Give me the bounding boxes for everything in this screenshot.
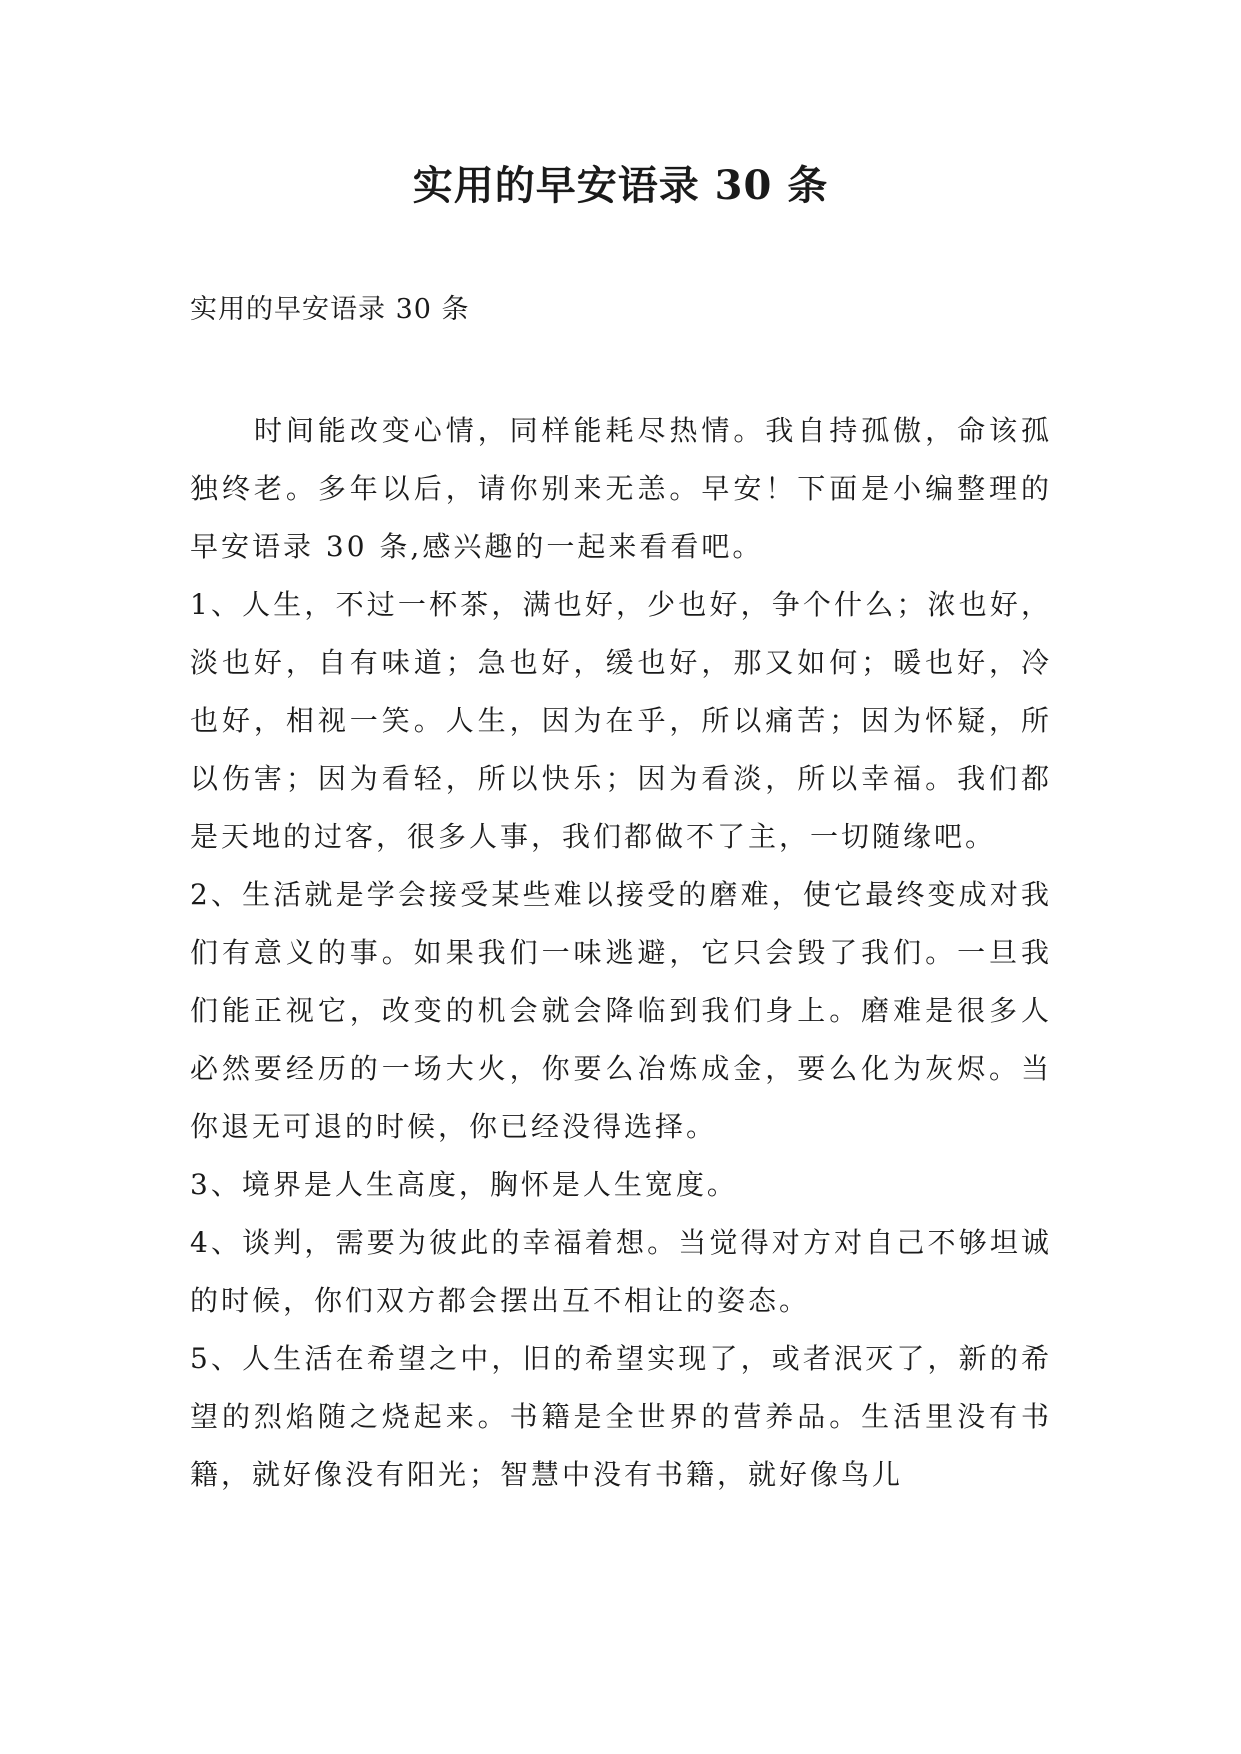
list-item: 4、谈判，需要为彼此的幸福着想。当觉得对方对自己不够坦诚的时候，你们双方都会摆出互不相让的姿态。 — [190, 1226, 1052, 1317]
list-item: 3、境界是人生高度，胸怀是人生宽度。 — [190, 1168, 738, 1201]
document-title: 实用的早安语录 30 条 — [412, 162, 829, 209]
document-body — [190, 402, 1052, 1504]
intro-paragraph: 时间能改变心情，同样能耗尽热情。我自持孤傲，命该孤独终老。多年以后，请你别来无恙。早安！下面是小编整理的早安语录 30 条,感兴趣的一起来看看吧。 — [190, 414, 1052, 563]
list-item: 2、生活就是学会接受某些难以接受的磨难，使它最终变成对我们有意义的事。如果我们一味逃避，它只会毁了我们。一旦我们能正视它，改变的机会就会降临到我们身上。磨难是很多人必然要经历的一场大火，你要么冶炼成金，要么化为灰烬。当你退无可退的时候，你已经没得选择。 — [190, 878, 1052, 1143]
list-item: 1、人生，不过一杯茶，满也好，少也好，争个什么；浓也好，淡也好，自有味道；急也好，缓也好，那又如何；暖也好，冷也好，相视一笑。人生，因为在乎，所以痛苦；因为怀疑，所以伤害；因为看轻，所以快乐；因为看淡，所以幸福。我们都是天地的过客，很多人事，我们都做不了主，一切随缘吧。 — [190, 588, 1052, 853]
document-subtitle: 实用的早安语录 30 条 — [190, 294, 470, 325]
list-item: 5、人生活在希望之中，旧的希望实现了，或者泯灭了，新的希望的烈焰随之烧起来。书籍是全世界的营养品。生活里没有书籍，就好像没有阳光；智慧中没有书籍，就好像鸟儿 — [190, 1342, 1052, 1491]
